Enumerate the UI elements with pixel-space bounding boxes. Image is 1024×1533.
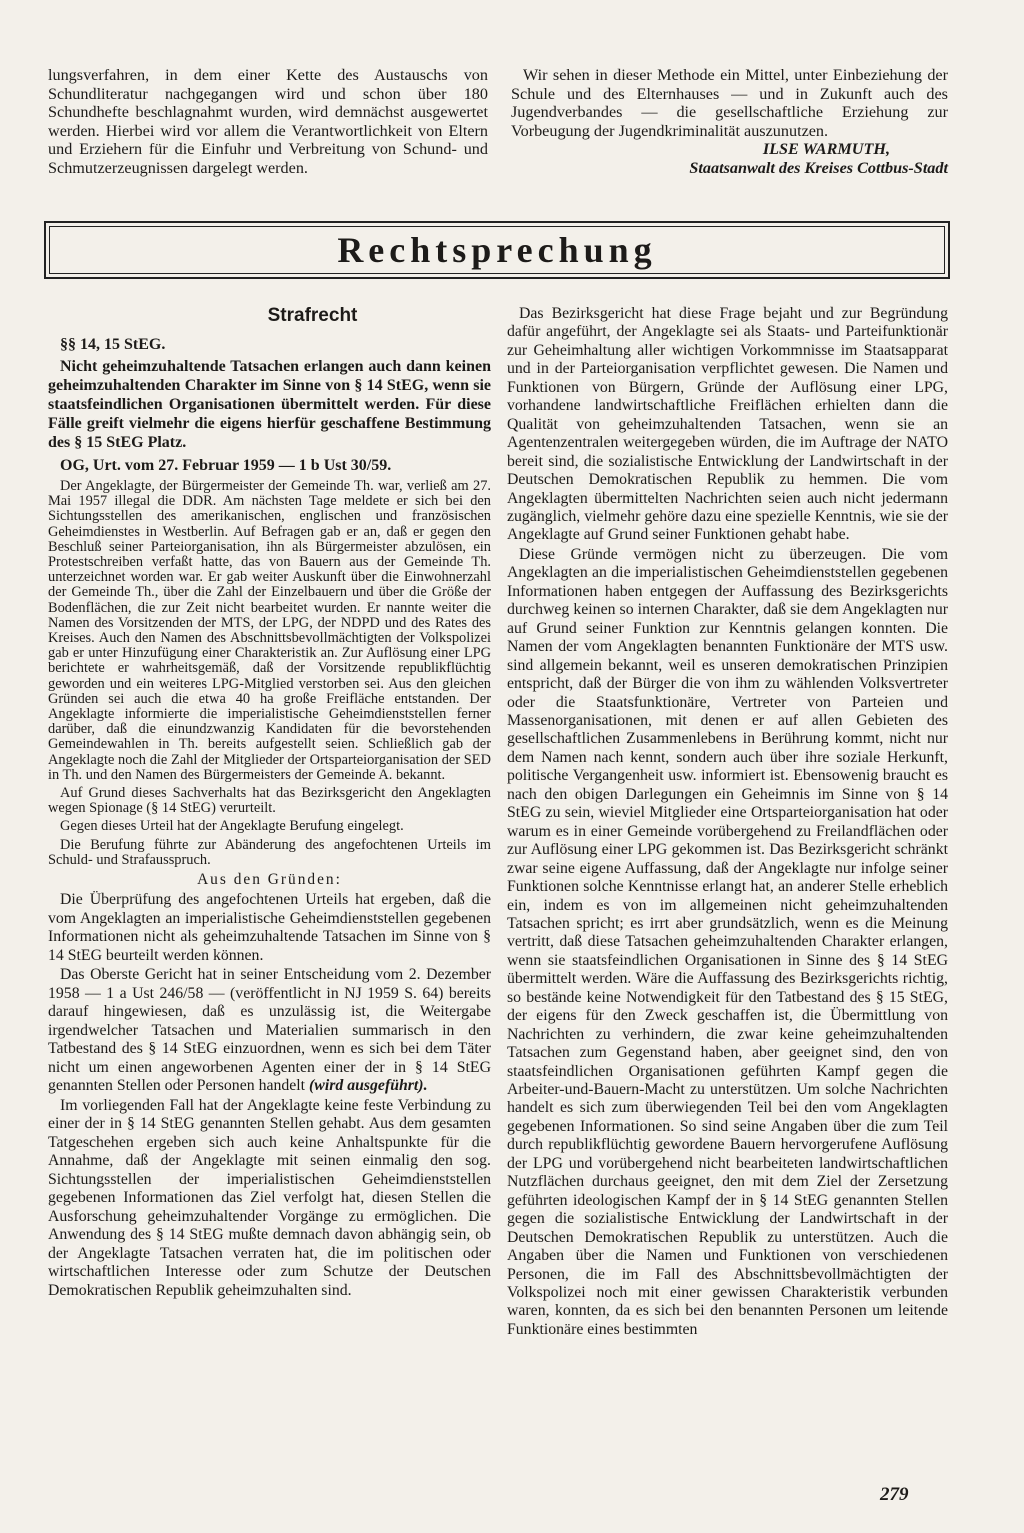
grounds-paragraph [48, 966, 491, 1096]
grounds-paragraph: Im vorliegenden Fall hat der Angeklagte keine feste Verbindung zu einer der in § 14 StEG genannten Stellen gehabt. Aus dem gesamten Tatgeschehen ergeben sich auch keine Anhaltspunkte für die Annahme, daß der Angeklagte mit seinen einmalig den sog. Sichtungsstellen der imperialistischen Geheimdienststellen gegebenen Informationen das Ziel verfolgt hat, diesen Stellen die Ausforschung geheimzuhaltender Vorgänge zu ermöglichen. Die Anwendung des § 14 StEG mußte demnach davon abhängig sein, ob der Angeklagte Tatsachen verraten hat, die im politischen oder wirtschaftlichen Interesse oder zum Schutze der Deutschen Demokratischen Republik geheimzuhalten sind. [48, 1096, 491, 1299]
left-column [48, 305, 491, 1301]
facts-paragraph: Auf Grund dieses Sachverhalts hat das Bezirksgericht den Angeklagten wegen Spionage (§ 14 StEG) verurteilt. [48, 785, 491, 817]
banner-title: Rechtsprechung [337, 230, 657, 270]
section-banner-inner [49, 226, 945, 274]
facts-paragraph: Die Berufung führte zur Abänderung des angefochtenen Urteils im Schuld- und Strafausspruch. [48, 836, 491, 868]
case-norms: §§ 14, 15 StEG. [60, 336, 166, 353]
signature-title: Staatsanwalt des Kreises Cottbus-Stadt [689, 158, 948, 177]
page-number: 279 [880, 1484, 909, 1505]
facts-paragraph: Der Angeklagte, der Bürgermeister der Gemeinde Th. war, verließ am 27. Mai 1957 illegal die DDR. Am nächsten Tage meldete er sich bei den Sichtungsstellen des amerikanischen, englischen und französischen Geheimdienstes in Westberlin. Auf Befragen gab er an, daß er gegen den Beschluß seiner Parteiorganisation, ihn als Bürgermeister abzulösen, ein Protestschreiben verfaßt hatte, das von Bauern aus der Gemeinde Th. unterzeichnet worden war. Er gab weiter Auskunft über die Einwohnerzahl der Gemeinde Th., über die Zahl der Einzelbauern und über die Größe der Bodenflächen, die zur Zeit nicht bearbeitet wurden. Er nannte weiter die Namen des Vorsitzenden der MTS, der LPG, der NDPD und des Rates des Kreises. Auch den Namen des Abschnittsbevollmächtigten der Volkspolizei gab er unter Hinzufügung einer Charakteristik an. Zur Auflösung einer LPG berichtete er wahrheitsgemäß, daß der Vorsitzende republikflüchtig geworden und ein weiteres LPG-Mitglied verstorben sei. Aus den gleichen Gründen sei auch die etwa 40 ha große Freifläche entstanden. Der Angeklagte informierte die imperialistische Geheimdienststellen ferner darüber, daß die einundzwanzig Kandidaten für die bevorstehenden Gemeindewahlen in Th. bereits aufgestellt seien. Schließlich gab der Angeklagte noch die Zahl der Mitglieder der Ortsparteiorganisation der SED in Th. und den Namen des Bürgermeisters der Gemeinde A. bekannt. [48, 478, 491, 783]
signature-name: ILSE WARMUTH, [762, 140, 890, 159]
grounds-text: Das Oberste Gericht hat in seiner Entscheidung vom 2. Dezember 1958 — 1 a Ust 246/58 — (veröffentlicht in NJ 1959 S. 64) bereits darauf hingewiesen, daß es unzulässig ist, die Weitergabe irgendwelcher Tatsachen und Materialien summarisch in den Tatbestand des § 14 StEG einzuordnen, wenn es sich bei dem Täter nicht um einen angeworbenen Agenten einer der in § 14 StEG genannten Stellen oder Personen handelt [48, 966, 491, 1095]
omission-note: (wird ausgeführt). [309, 1077, 428, 1095]
grounds-paragraph: Diese Gründe vermögen nicht zu überzeugen. Die vom Angeklagten an die imperialistischen Geheimdienststellen gegebenen Informationen haben entgegen der Auffassung des Bezirksgerichts durchweg keinen so internen Charakter, daß sie dem Angeklagten nur auf Grund seiner Funktion zur Kenntnis gelangen konnten. Die Namen der vom Angeklagten benannten Funktionäre der MTS usw. sind allgemein bekannt, weil es unseren demokratischen Prinzipien entspricht, daß der Bürger die von ihm zu wählenden Volksvertreter oder die Staatsfunktionäre, Vertreter von Parteien und Massenorganisationen, mit denen er auf allen Gebieten des gesellschaftlichen Zusammenlebens in Berührung kommt, nicht nur dem Namen nach kennt, sondern auch über ihre soziale Herkunft, politische Vergangenheit usw. informiert ist. Ebensowenig braucht es nach den obigen Darlegungen ein Geheimnis im Sinne von § 14 StEG zu sein, wieviel Mitglieder eine Ortsparteiorganisation hat oder warum es in einer Gemeinde vorübergehend zu Freilandflächen oder zur Auflösung einer LPG gekommen ist. Das Bezirksgericht schränkt zwar seine eigene Auffassung, daß der Angeklagte nur infolge seiner Funktionen solche Kenntnisse erlangt hat, an anderer Stelle erheblich ein, indem es von im allgemeinen nicht geheimzuhaltenden Tatsachen spricht; es irrt aber grundsätzlich, wenn es die Meinung vertritt, daß diese Tatsachen geheimzuhaltenden Charakter erlangen, wenn sie staatsfeindlichen Organisationen in Sinne des § 14 StEG übermittelt werden. Wäre die Auffassung des Bezirksgerichts richtig, so bestände keine Notwendigkeit für den Tatbestand des § 15 StEG, der eigens für den Zweck geschaffen ist, die Übermittlung von Nachrichten zu verhindern, die zwar keine geheimzuhaltenden Tatsachen zum Gegenstand haben, aber geeignet sind, den von staatsfeindlichen Organisationen geführten Kampf gegen die Arbeiter-und-Bauern-Macht zu unterstützen. Um solche Nachrichten handelt es sich zum überwiegenden Teil bei den vom Angeklagten gegebenen Informationen. So sind seine Angaben über die zum Teil durch republikflüchtig gewordene Bauern hervorgerufene Auflösung der LPG und vorübergehend nicht bearbeiteten landwirtschaftlichen Nutzflächen durchaus geeignet, den mit dem Ziel der Zersetzung geführten ideologischen Kampf der in § 14 StEG genannten Stellen gegen die sozialistische Entwicklung der Landwirtschaft in der Deutschen Demokratischen Republik zu unterstützen. Auch die Angaben über die Namen und Funktionen von verschiedenen Personen, die im Fall des Abschnittsbevollmächtigten der Volkspolizei noch mit einer gewissen Charakteristik verbunden waren, konnten, da es sich bei den benannten Personen um leitende Funktionäre eines bestimmten [507, 545, 948, 1338]
case-headnote: Nicht geheimzuhaltende Tatsachen erlangen auch dann keinen geheimzuhaltenden Charakter im Sinne von § 14 StEG, wenn sie staatsfeindlichen Organisationen übermittelt werden. Für diese Fälle greift vielmehr die eigens hierfür geschaffene Bestimmung des § 15 StEG Platz. [48, 358, 491, 451]
continued-text-right [511, 66, 948, 178]
facts-paragraph: Gegen dieses Urteil hat der Angeklagte Berufung eingelegt. [60, 818, 404, 835]
section-title: Strafrecht [267, 305, 358, 326]
continued-text-left [48, 66, 488, 178]
grounds-paragraph: Das Bezirksgericht hat diese Frage bejaht und zur Begründung dafür angeführt, der Angeklagte sei als Staats- und Parteifunktionär zur Geheimhaltung aller wichtigen Vorkommnisse im Staatsapparat und in der Parteiorganisation verpflichtet gewesen. Die Namen und Funktionen von Bürgern, Gründe der Auflösung einer LPG, vorhandene landwirtschaftliche Freiflächen erhielten dann die Qualität von geheimzuhaltenden Tatsachen, wenn sie an Agentenzentralen weitergegeben würden, die im Auftrage der NATO bereit sind, die sozialistische Entwicklung der Landwirtschaft in der Deutschen Demokratischen Republik zu hemmen. Die vom Angeklagten übermittelten Nachrichten seien auch nicht jedermann zugänglich, vielmehr gehöre dazu eine spezielle Kenntnis, wie sie der Angeklagte auf Grund seiner Funktionen gehabt habe. [507, 305, 948, 544]
grounds-left [48, 891, 491, 1300]
section-banner [44, 221, 950, 279]
case-facts [48, 479, 491, 868]
paragraph: lungsverfahren, in dem einer Kette des Austauschs von Schundliteratur nachgegangen wird und schon über 180 Schundhefte beschlagnahmt wurden, wird demnächst ausgewertet werden. Hierbei wird vor allem die Verantwortlichkeit von Eltern und Erziehern für die Einfuhr und Verbreitung von Schund- und Schmutzerzeugnissen dargelegt werden. [48, 66, 488, 177]
right-column [507, 305, 948, 1340]
grounds-heading: Aus den Gründen: [197, 871, 342, 889]
paragraph: Wir sehen in dieser Methode ein Mittel, unter Einbeziehung der Schule und des Elternhauses — und in Zukunft auch des Jugendverbandes — die gesellschaftliche Erziehung zur Vorbeugung der Jugendkriminalität auszunutzen. [511, 66, 948, 140]
grounds-paragraph: Die Überprüfung des angefochtenen Urteils hat ergeben, daß die vom Angeklagten an imperialistische Geheimdienststellen gegebenen Informationen nicht als geheimzuhaltende Tatsachen im Sinne von § 14 StEG beurteilt werden können. [48, 891, 491, 964]
case-citation: OG, Urt. vom 27. Februar 1959 — 1 b Ust 30/59. [60, 457, 392, 474]
